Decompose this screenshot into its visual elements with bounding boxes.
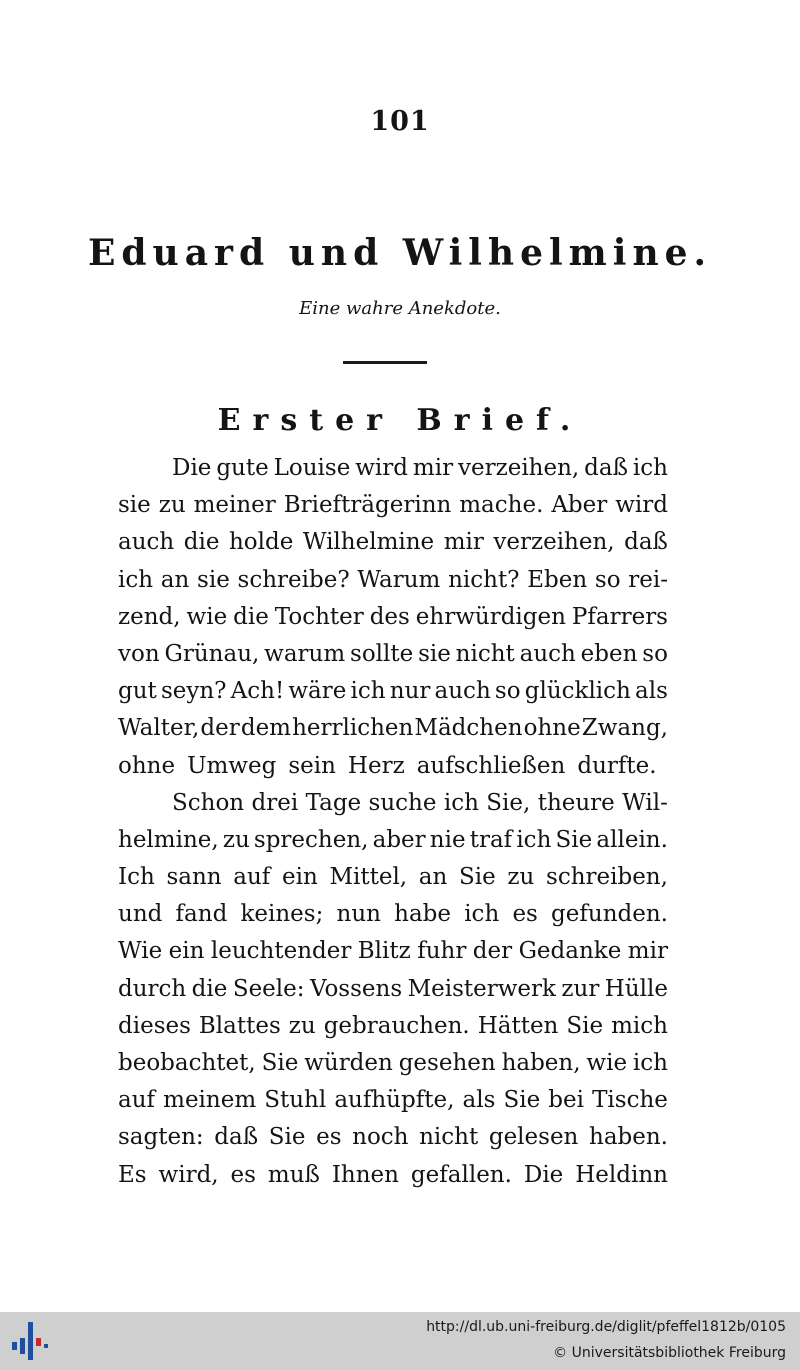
word: der	[472, 938, 513, 965]
word: noch	[352, 1124, 409, 1151]
word: ich	[632, 455, 668, 481]
text-line	[118, 971, 668, 1008]
word: Aber	[551, 492, 608, 519]
word: Vossens	[309, 975, 403, 1002]
word: durch	[118, 975, 187, 1002]
word: gute	[216, 455, 269, 481]
word: ich	[516, 826, 552, 853]
word: Grünau,	[164, 640, 260, 667]
word: gesehen	[398, 1050, 496, 1076]
word: Louise	[273, 455, 351, 481]
text-line	[118, 710, 668, 747]
word: wird	[355, 455, 409, 481]
word: zu	[158, 492, 186, 519]
word: schreibe?	[237, 566, 350, 593]
word: gut	[118, 678, 157, 705]
word: ehrwürdigen	[415, 603, 566, 630]
word: nur	[389, 678, 431, 705]
word: Blattes	[198, 1012, 281, 1039]
word: helmine,	[118, 826, 219, 853]
divider-rule	[343, 361, 427, 364]
word: Hülle	[604, 975, 668, 1002]
word: haben.	[589, 1124, 668, 1151]
word: verzeihen,	[458, 455, 580, 481]
library-logo-icon	[8, 1318, 52, 1364]
word: ich	[350, 678, 386, 705]
word: an	[418, 864, 448, 891]
logo-bar	[44, 1344, 48, 1348]
word: nicht?	[448, 566, 520, 593]
word: es	[316, 1124, 342, 1151]
word: allein.	[596, 826, 668, 853]
word: gefunden.	[551, 901, 668, 928]
word: fand	[175, 901, 228, 928]
word: Eben	[527, 566, 588, 593]
word: und	[118, 901, 163, 928]
word: theure	[537, 789, 615, 816]
word: Zwang,	[581, 715, 668, 742]
word: Mädchen	[414, 715, 523, 742]
word: drei	[251, 789, 299, 816]
word: sie	[418, 640, 451, 667]
word: auch	[434, 678, 491, 705]
word: auf	[233, 864, 271, 891]
word: gefallen.	[410, 1161, 512, 1188]
text-line	[118, 822, 668, 859]
text-line	[118, 1119, 668, 1156]
word: habe	[394, 901, 452, 928]
word: sprechen,	[253, 826, 369, 853]
word: eben	[580, 640, 638, 667]
word: Ich	[118, 864, 155, 891]
word: Tochter	[274, 603, 364, 630]
word: Wilhelmine	[302, 529, 435, 556]
text-line	[118, 562, 668, 599]
word: nicht	[419, 1124, 479, 1151]
word: Sie	[268, 1124, 306, 1151]
word: Seele:	[232, 975, 305, 1002]
document-url[interactable]: http://dl.ub.uni-freiburg.de/diglit/pfeffel1812b/0105	[426, 1319, 786, 1335]
word: so	[494, 678, 521, 705]
text-line	[118, 785, 668, 822]
word: muß	[267, 1161, 320, 1188]
word: Sie	[261, 1050, 299, 1076]
word: Sie	[503, 1087, 541, 1114]
word: würden	[304, 1050, 393, 1076]
copyright-notice: © Universitätsbibliothek Freiburg	[553, 1345, 786, 1361]
word: Herz	[347, 752, 405, 779]
word: Pfarrers	[571, 603, 668, 630]
text-line	[118, 1082, 668, 1119]
text-line	[118, 450, 668, 487]
chapter-title: Eduard und Wilhelmine.	[87, 232, 713, 274]
word: mir	[627, 938, 668, 965]
word: von	[118, 640, 160, 667]
word: Tage	[305, 789, 362, 816]
word: wie	[186, 603, 228, 630]
word: es	[512, 901, 538, 928]
word: Sie,	[486, 789, 531, 816]
word: verzeihen,	[493, 529, 615, 556]
word: haben,	[501, 1050, 581, 1076]
word: sie	[118, 492, 151, 519]
word: sie	[197, 566, 230, 593]
word: seyn?	[160, 678, 227, 705]
word: Ach!	[230, 678, 285, 705]
word: Wil-	[622, 789, 668, 816]
word: auf	[118, 1087, 156, 1114]
word: Ihnen	[331, 1161, 399, 1188]
word: so	[594, 566, 621, 593]
word: daß	[624, 529, 668, 556]
text-line	[118, 636, 668, 673]
text-line	[118, 524, 668, 561]
word: es	[230, 1161, 256, 1188]
word: wird	[615, 492, 668, 519]
logo-bar	[36, 1338, 41, 1346]
viewer-footer	[0, 1312, 800, 1369]
word: sollte	[350, 640, 414, 667]
word: Gedanke	[518, 938, 622, 965]
word: Stuhl	[264, 1087, 327, 1114]
word: ich	[443, 789, 479, 816]
text-line	[118, 859, 668, 896]
word: ich	[118, 566, 154, 593]
word: ohne	[118, 752, 176, 779]
word: nie	[429, 826, 466, 853]
letter-heading: Erster Brief.	[217, 403, 583, 438]
word: mache.	[459, 492, 544, 519]
word: nun	[336, 901, 381, 928]
word: Es	[118, 1161, 147, 1188]
logo-bar	[20, 1338, 25, 1354]
word: durfte.	[577, 752, 657, 779]
word: auch	[519, 640, 576, 667]
word: mir	[412, 455, 454, 481]
word: Tische	[592, 1087, 668, 1114]
word: herrlichen	[292, 715, 414, 742]
word: mich	[611, 1012, 668, 1039]
word: Mittel,	[329, 864, 408, 891]
word: ohne	[523, 715, 581, 742]
text-line	[118, 933, 668, 970]
word: zu	[507, 864, 535, 891]
word: Blitz	[357, 938, 411, 965]
word: traf	[469, 826, 513, 853]
word: die	[191, 975, 228, 1002]
word: als	[635, 678, 668, 705]
word: schreiben,	[546, 864, 668, 891]
word: leuchtender	[210, 938, 352, 965]
word: so	[642, 640, 668, 667]
word: die	[183, 529, 220, 556]
word: ich	[464, 901, 500, 928]
word: Meisterwerk	[407, 975, 556, 1002]
text-line	[118, 1008, 668, 1045]
word: Die	[523, 1161, 564, 1188]
page-number: 101	[370, 106, 430, 137]
logo-bar	[28, 1322, 33, 1360]
word: sein	[288, 752, 336, 779]
word: sagten:	[118, 1124, 204, 1151]
word: als	[462, 1087, 496, 1114]
word: meinem	[163, 1087, 257, 1114]
word: Walter,	[118, 715, 200, 742]
word: glücklich	[524, 678, 631, 705]
word: an	[160, 566, 190, 593]
word: gebrauchen.	[323, 1012, 470, 1039]
word: meiner	[193, 492, 276, 519]
word: warum	[264, 640, 346, 667]
word: Sie	[566, 1012, 604, 1039]
word: Hätten	[477, 1012, 559, 1039]
word: mir	[443, 529, 484, 556]
logo-bar	[12, 1342, 17, 1350]
word: wie	[586, 1050, 628, 1076]
word: Sie	[459, 864, 496, 891]
word: Warum	[357, 566, 441, 593]
word: Sie	[555, 826, 593, 853]
word: auch	[118, 529, 175, 556]
word: suche	[368, 789, 437, 816]
word: dem	[240, 715, 291, 742]
word: zend,	[118, 603, 181, 630]
word: wäre	[288, 678, 347, 705]
word: aber	[372, 826, 426, 853]
word: gelesen	[488, 1124, 579, 1151]
word: nicht	[455, 640, 515, 667]
text-line	[118, 673, 668, 710]
word: zu	[288, 1012, 316, 1039]
word: zu	[222, 826, 250, 853]
body-text	[118, 450, 668, 1194]
word: holde	[228, 529, 294, 556]
word: fuhr	[417, 938, 467, 965]
word: ein	[168, 938, 205, 965]
word: wird,	[158, 1161, 219, 1188]
word: sann	[166, 864, 222, 891]
word: ein	[282, 864, 318, 891]
text-line	[118, 896, 668, 933]
word: bei	[548, 1087, 584, 1114]
word: Umweg	[187, 752, 277, 779]
text-line	[118, 599, 668, 636]
word: Wie	[118, 938, 163, 965]
word: rei-	[628, 566, 668, 593]
word: Die	[172, 455, 212, 481]
word: dieses	[118, 1012, 191, 1039]
word: des	[369, 603, 410, 630]
word: die	[233, 603, 269, 630]
word: keines;	[240, 901, 324, 928]
word: daß	[214, 1124, 259, 1151]
word: der	[200, 715, 240, 742]
word: aufhüpfte,	[334, 1087, 455, 1114]
word: Briefträgerinn	[283, 492, 452, 519]
word: beobachtet,	[118, 1050, 256, 1076]
text-line	[118, 487, 668, 524]
word: zur	[561, 975, 600, 1002]
word: Heldinn	[575, 1161, 668, 1188]
text-line	[118, 1157, 668, 1194]
word: aufschließen	[416, 752, 566, 779]
text-line	[118, 1045, 668, 1082]
word: Schon	[172, 789, 245, 816]
text-line	[118, 748, 668, 785]
word: ich	[632, 1050, 668, 1076]
chapter-subtitle: Eine wahre Anekdote.	[299, 298, 501, 319]
word: daß	[584, 455, 628, 481]
